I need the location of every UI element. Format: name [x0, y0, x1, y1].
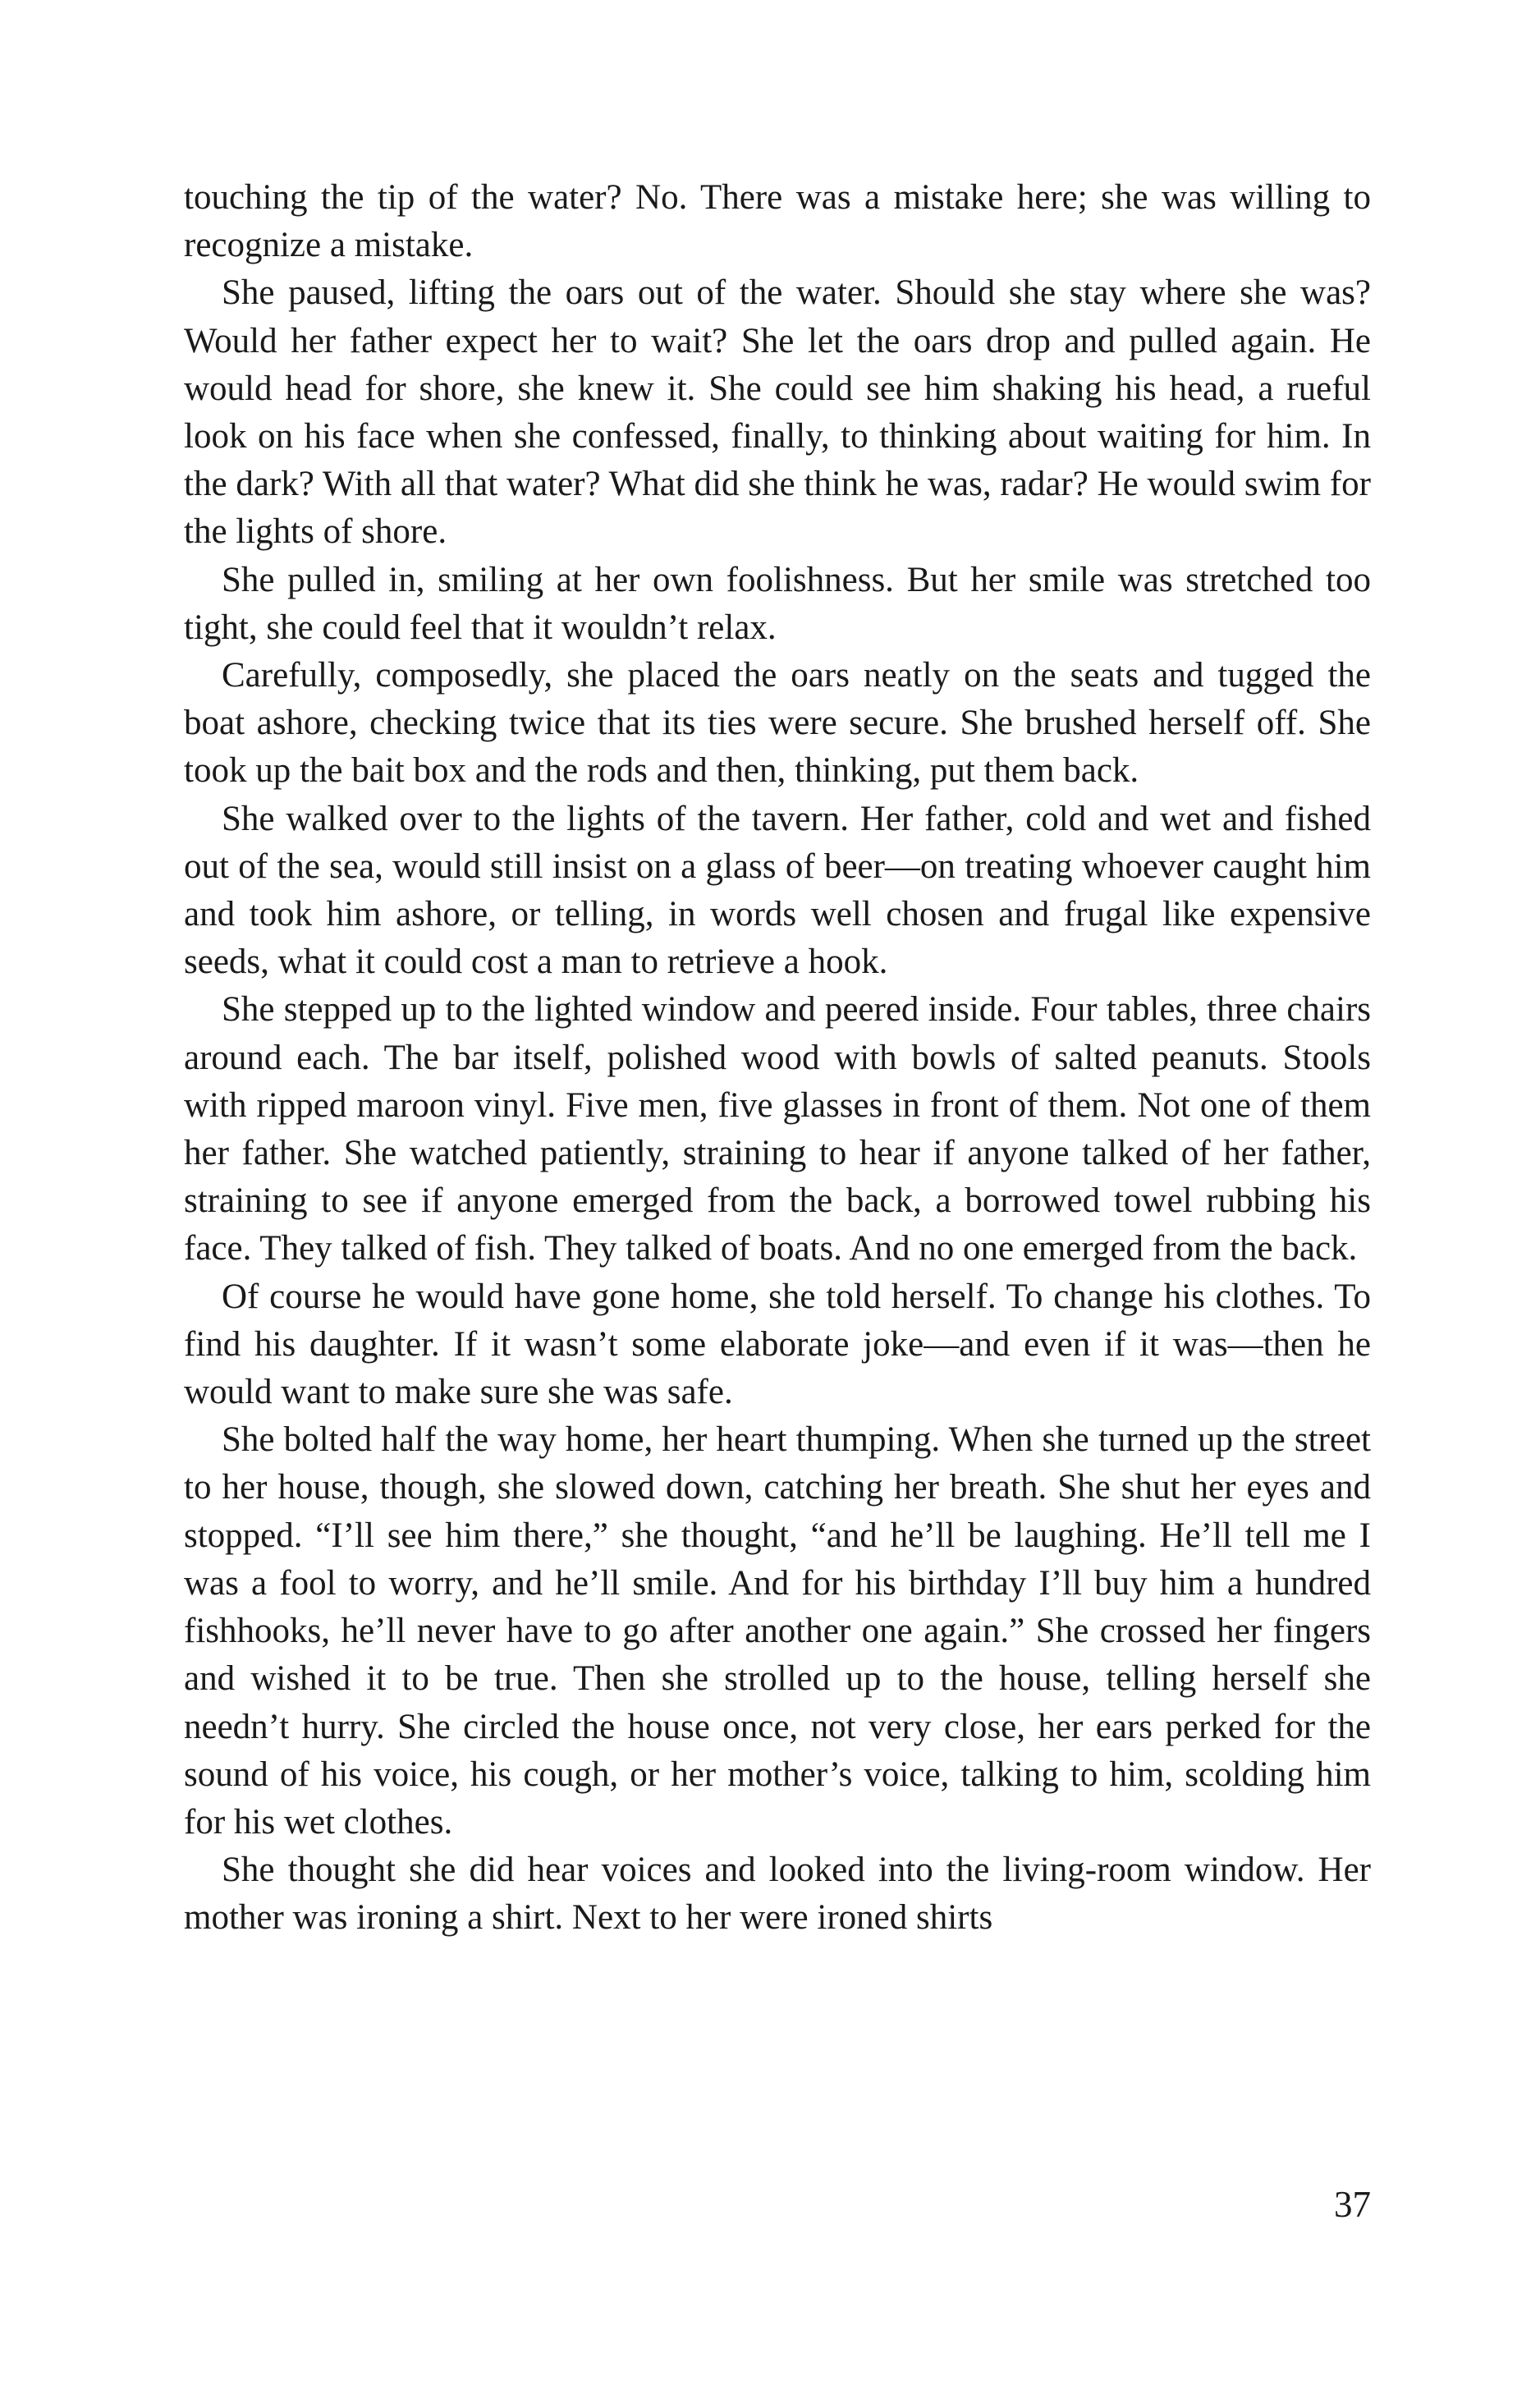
paragraph-3: She pulled in, smiling at her own foolishness. But her smile was stretched too tight, she could feel that it wouldn’t relax.	[184, 560, 1371, 647]
paragraph-7: Of course he would have gone home, she told herself. To change his clothes. To find his daughter. If it wasn’t some elaborate joke—and even if it was—then he would want to make sure she was safe.	[184, 1277, 1371, 1412]
paragraph-1: touching the tip of the water? No. There was a mistake here; she was willing to recognize a mistake.	[184, 178, 1371, 265]
paragraph-4: Carefully, composedly, she placed the oars neatly on the seats and tugged the boat ashore, checking twice that its ties were secure. She brushed herself off. She took up the bait box and the rods and then, thinking, put them back.	[184, 656, 1371, 791]
page-number: 37	[1334, 2184, 1371, 2225]
paragraph-9: She thought she did hear voices and looked into the living-room window. Her mother was ironing a shirt. Next to her were ironed shirts	[184, 1851, 1371, 1938]
paragraph-5: She walked over to the lights of the tavern. Her father, cold and wet and fished out of the sea, would still insist on a glass of beer—on treating whoever caught him and took him ashore, or telling, in words well chosen and frugal like expensive seeds, what it could cost a man to retrieve a hook.	[184, 799, 1371, 982]
paragraph-6: She stepped up to the lighted window and peered inside. Four tables, three chairs around each. The bar itself, polished wood with bowls of salted peanuts. Stools with ripped maroon vinyl. Five men, five glasses in front of them. Not one of them her father. She watched patiently, straining to hear if anyone talked of her father, straining to see if anyone emerged from the back, a borrowed towel rubbing his face. They talked of fish. They talked of boats. And no one emerged from the back.	[184, 990, 1371, 1268]
paragraph-2: She paused, lifting the oars out of the water. Should she stay where she was? Would her father expect her to wait? She let the oars drop and pulled again. He would head for shore, she knew it. She could see him shaking his head, a rueful look on his face when she confessed, finally, to thinking about waiting for him. In the dark? With all that water? What did she think he was, radar? He would swim for the lights of shore.	[184, 273, 1371, 552]
body-text	[184, 174, 1371, 1943]
paragraph-8: She bolted half the way home, her heart thumping. When she turned up the street to her house, though, she slowed down, catching her breath. She shut her eyes and stopped. “I’ll see him there,” she thought, “and he’ll be laughing. He’ll tell me I was a fool to worry, and he’ll smile. And for his birthday I’ll buy him a hundred fishhooks, he’ll never have to go after another one again.” She crossed her fingers and wished it to be true. Then she strolled up to the house, telling herself she needn’t hurry. She circled the house once, not very close, her ears perked for the sound of his voice, his cough, or her mother’s voice, talking to him, scolding him for his wet clothes.	[184, 1420, 1371, 1842]
